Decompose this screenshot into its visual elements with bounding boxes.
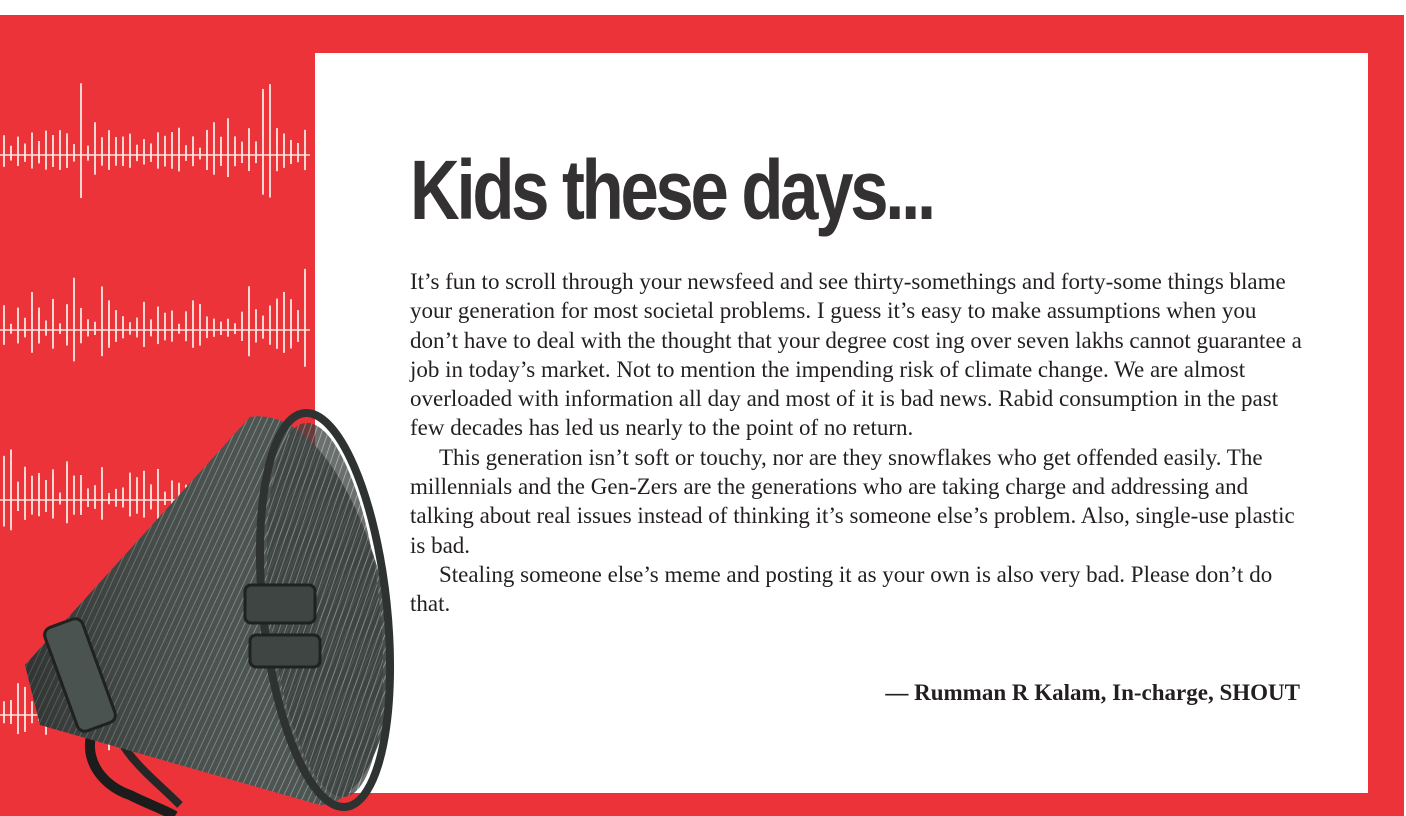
article-paragraph-1: It’s fun to scroll through your newsfeed and see thirty-somethings and forty-some things blame your generation for most societal problems. I guess it’s easy to make assumptions when you don’t have to deal with the thought that your degree cost ing over seven lakhs cannot guarantee a job in today’s market. Not to mention the impending risk of climate change. We are almost overloaded with information all day and most of it is bad news. Rabid consumption in the past few decades has led us nearly to the point of no return.	[410, 269, 1302, 441]
author-byline: — Rumman R Kalam, In-charge, SHOUT	[885, 680, 1300, 705]
megaphone-icon	[0, 395, 400, 816]
article-paragraph-3: Stealing someone else’s meme and posting it as your own is also very bad. Please don’t do that.	[410, 561, 1273, 617]
page-title: Kids these days...	[410, 143, 933, 237]
article-paragraph-2: This generation isn’t soft or touchy, nor are they snowflakes who get offended easily. The millennials and the Gen-Zers are the generations who are taking charge and addressing and talking about real issues instead of thinking it’s someone else’s problem. Also, single-use plastic is bad.	[410, 444, 1295, 558]
article-body	[410, 267, 1308, 619]
